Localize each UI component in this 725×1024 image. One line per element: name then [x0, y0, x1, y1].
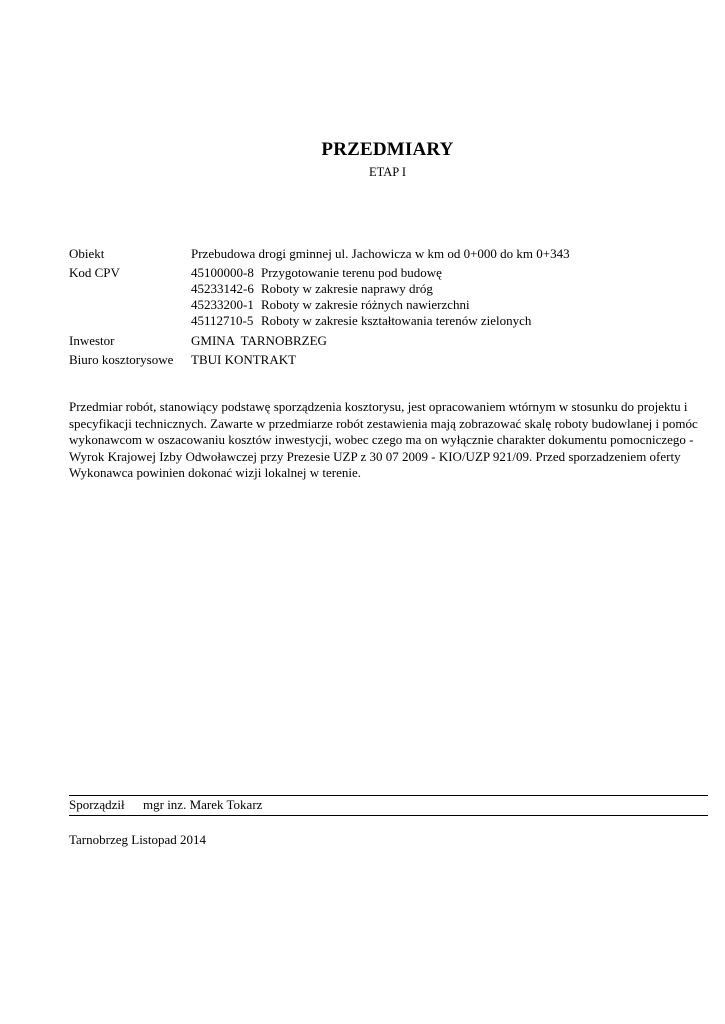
cpv-code: 45233142-6 — [191, 281, 254, 296]
object-value: Przebudowa drogi gminnej ul. Jachowicza w km od 0+000 do km 0+343 — [191, 246, 570, 261]
cpv-item — [191, 313, 709, 329]
cpv-code: 45233200-1 — [191, 297, 254, 312]
investor-value: GMINA TARNOBRZEG — [191, 333, 327, 348]
project-info — [69, 246, 709, 371]
cpv-description: Roboty w zakresie różnych nawierzchni — [261, 297, 470, 312]
cpv-item — [191, 281, 709, 297]
cpv-description: Przygotowanie terenu pod budowę — [261, 265, 442, 280]
office-label: Biuro kosztorysowe — [69, 352, 174, 367]
office-value: TBUI KONTRAKT — [191, 352, 297, 367]
document-subtitle: ETAP I — [368, 165, 407, 179]
place-date: Tarnobrzeg Listopad 2014 — [69, 832, 206, 847]
signature-bottom-rule — [69, 815, 708, 816]
cpv-label: Kod CPV — [69, 265, 120, 280]
cpv-description: Roboty w zakresie kształtowania terenów zielonych — [261, 313, 532, 328]
object-row — [69, 246, 709, 262]
signature-line — [69, 797, 262, 813]
cpv-code: 45100000-8 — [191, 265, 254, 280]
investor-label: Inwestor — [69, 333, 115, 348]
signature-label: Sporządził — [69, 797, 125, 812]
cpv-item — [191, 265, 709, 281]
cpv-item — [191, 297, 709, 313]
disclaimer-paragraph: Przedmiar robót, stanowiący podstawę sporządzenia kosztorysu, jest opracowaniem wtórnym w stosunku do projektu i specyfikacji technicznych. Zawarte w przedmiarze robót zestawienia mają zobrazować skalę roboty budowlanej i pomóc wykonawcom w oszacowaniu kosztów inwestycji, wobec czego ma on wyłącznie charakter dokumentu pomocniczego - Wyrok Krajowej Izby Odwoławczej przy Prezesie UZP z 30 07 2009 - KIO/UZP 921/09. Przed sporzadzeniem oferty Wykonawca powinien dokonać wizji lokalnej w terenie. — [69, 399, 698, 480]
investor-row — [69, 333, 709, 349]
cpv-list — [191, 265, 709, 329]
office-row — [69, 352, 709, 368]
cpv-code: 45112710-5 — [191, 313, 254, 328]
object-label: Obiekt — [69, 246, 105, 261]
signature-top-rule — [69, 795, 708, 796]
cpv-description: Roboty w zakresie naprawy dróg — [261, 281, 433, 296]
document-title: PRZEDMIARY — [321, 139, 454, 160]
signature-name: mgr inz. Marek Tokarz — [143, 797, 263, 812]
cpv-row — [69, 265, 709, 329]
